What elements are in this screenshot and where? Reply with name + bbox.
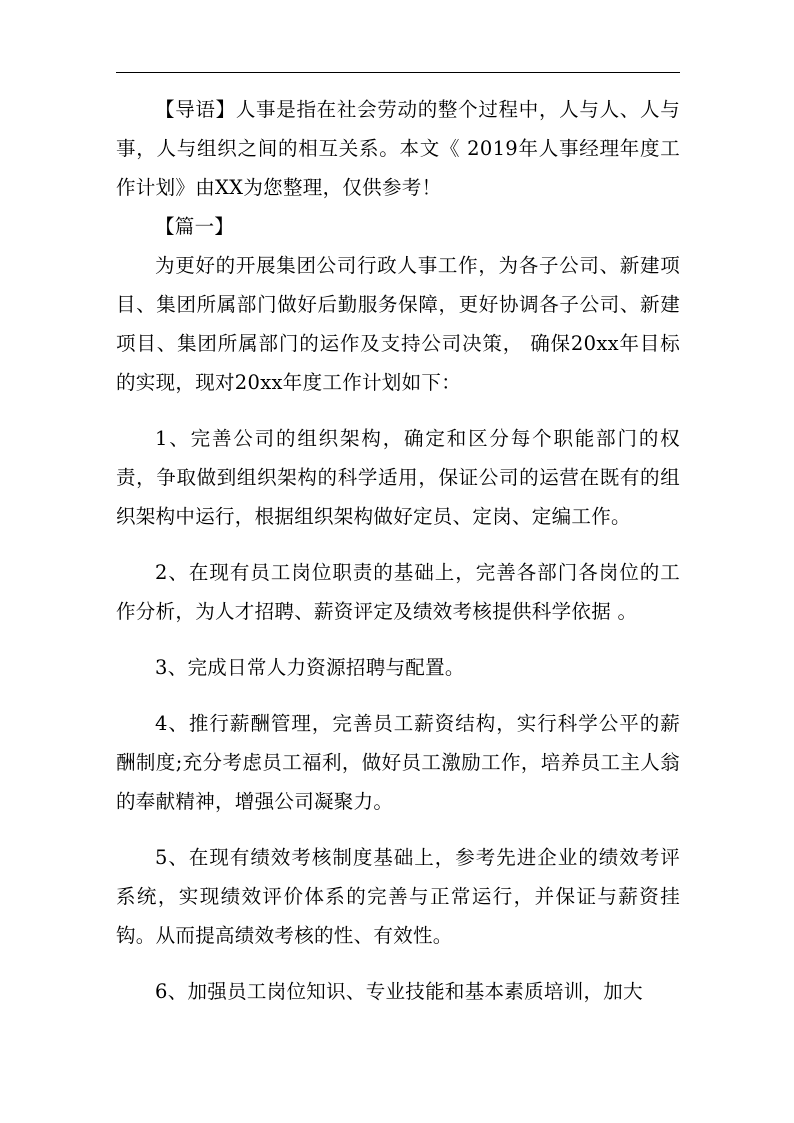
- header-rule: [116, 72, 680, 73]
- list-item: 6、加强员工岗位知识、专业技能和基本素质培训，加大: [155, 980, 643, 1003]
- list-item: 1、完善公司的组织架构，确定和区分每个职能部门的权责，争取做到组织架构的科学适用，保证公司的运营在既有的组织架构中运行，根据组织架构做好定员、定岗、定编工作。: [116, 427, 680, 528]
- list-item: 2、在现有员工岗位职责的基础上，完善各部门各岗位的工作分析，为人才招聘、薪资评定及绩效考核提供科学依据 。: [116, 561, 680, 623]
- list-item: 5、在现有绩效考核制度基础上，参考先进企业的绩效考评系统，实现绩效评价体系的完善与正常运行，并保证与薪资挂钩。从而提高绩效考核的性、有效性。: [116, 846, 680, 947]
- section-heading: 【篇一】: [155, 215, 235, 238]
- intro-paragraph: 【导语】人事是指在社会劳动的整个过程中，人与人、人与事，人与组织之间的相互关系。本文《 2019年人事经理年度工作计划》由XX为您整理，仅供参考！: [116, 98, 680, 199]
- list-item: 4、推行薪酬管理，完善员工薪资结构，实行科学公平的薪酬制度;充分考虑员工福利，做好员工激励工作，培养员工主人翁的奉献精神，增强公司凝聚力。: [116, 712, 680, 813]
- list-item: 3、完成日常人力资源招聘与配置。: [155, 656, 465, 679]
- body-paragraph: 为更好的开展集团公司行政人事工作，为各子公司、新建项目、集团所属部门做好后勤服务保障，更好协调各子公司、新建项目、集团所属部门的运作及支持公司决策， 确保20xx年目标的实现，现对20xx年度工作计划如下：: [116, 254, 680, 394]
- document-body: [116, 90, 680, 1011]
